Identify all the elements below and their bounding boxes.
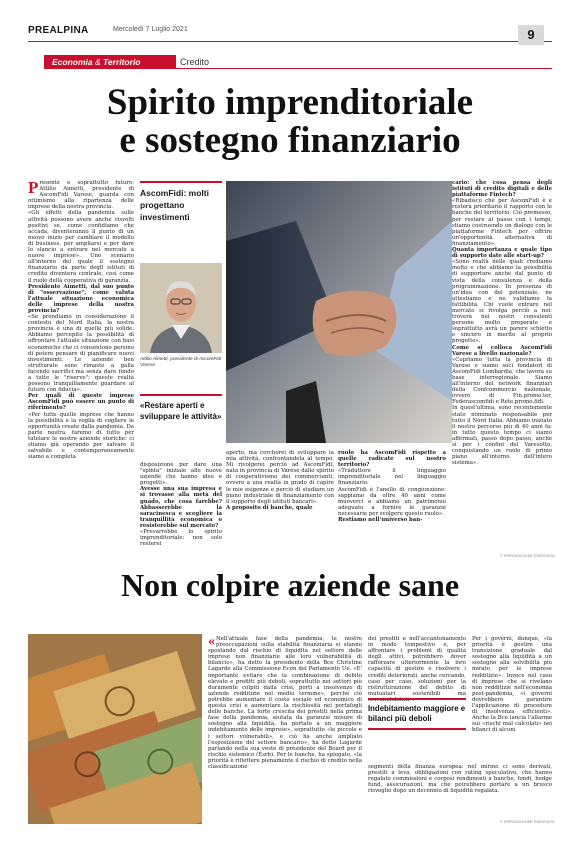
paragraph: cario: che cosa pensa degli istituti di credito digitali e delle piattaforme Fintech? [452, 180, 552, 199]
paragraph: Come si colloca AscomFidi Varese a livello nazionale? [452, 344, 552, 357]
paragraph: «Sono realtà nelle quali crediamo molto e che abbiamo la possibilità di supportare anche dal punto di vista della consulenza e della programmazione. In presenza di un'idea con del potenziale, ne attestiamo e ne validiamo la fattibilità. Chi vuole entrare nel mercato si rivolga perciò a noi: troverà nei nostri consulenti persone molto preparate e soprattutto avrà un parere schietto e sincero in merito al proprio progetto». [452, 259, 552, 345]
paragraph: «Se prendiamo in considerazione il contesto del Nord Italia, la nostra provincia è una di quelle più solide. Abbiamo percepito la possibilità di affrontare l'attuale situazione con basi economiche che ci consentono persino di potere pensare di pianificare nuovi investimenti. Le aziende ben strutturate sono rimaste a galla facendo sacrifici ma senza dare fondo a tutte le "riserve": queste realtà possono tranquillamente guardare al futuro con fiducia». [28, 314, 134, 394]
subsection-label: Credito [180, 57, 210, 67]
page-number: 9 [518, 25, 544, 45]
sidebar-title: AscomFidi: molti progettano investimenti [140, 181, 222, 223]
paragraph: A proposito di banche, quale [226, 504, 313, 511]
paragraph: disposizione per dare una "spinta" iniziale alle nuove aziende che hanno idee e progetti». [140, 462, 222, 487]
article1-column-4 [338, 450, 446, 562]
person-photo-icon [140, 263, 222, 353]
article2-column-3 [472, 636, 552, 756]
article1-column-3 [226, 450, 334, 562]
article1-column-1 [28, 180, 134, 560]
paragraph: aperto, ma cercherei di sviluppare la mia attività, confrontandola al tempo. Mi rivolgerei perciò ad AscomFidi, nata in provincia di Varese dallo spirito di cooperativismo dei commercianti, ovvero a una realtà in grado di capire le mie esigenze e perciò di studiare un piano industriale di finanziamento con il supporto degli istituti bancari». [226, 450, 334, 505]
paragraph: ruolo ha AscomFidi rispetto a quelle radicate sul nostro territorio? [338, 450, 446, 469]
article2-column-4 [368, 764, 552, 820]
handshake-icon [226, 181, 452, 443]
article2-headline: Non colpire aziende sane [120, 567, 460, 603]
handshake-photo [226, 181, 452, 443]
issue-date: Mercoledì 7 Luglio 2021 [113, 26, 188, 33]
paragraph: Per i governi, dunque, «la priorità è gestire una transizione graduale dal sostegno alla liquidità a un sostegno alla solvibilità più mirato per le imprese redditizie». Invece nel caso di imprese che si rivelano non redditizie nell'economia post-pandemia, «i governi dovrebbero garantire l'applicazione di procedure di insolvenza efficienti». Anche la Bce lancia l'allarme sui «rischi mal calcolati» nei bilanci di alcuni [472, 636, 552, 734]
paragraph: «Traduttore il linguaggio imprenditoriale nel linguaggio finanziario. [338, 468, 446, 487]
drop-cap: P [28, 178, 39, 197]
paragraph: Quanta importanza e quale tipo di supporto date alle start-up? [452, 247, 552, 260]
paragraph: Restiamo nell'universo ban- [338, 517, 423, 524]
paragraph: Presidente Aimetti, dal suo punto di "osservazione", come valuta l'attuale situazione economica delle imprese della nostra provincia? [28, 283, 134, 314]
paragraph: AscomFidi è l'anello di congiunzione: sappiamo da oltre 40 anni come muoverci e abbiamo un patrimonio adeguato a fornire le garanzie necessarie per svolgere questo ruolo». [338, 486, 446, 517]
paragraph: «Copriamo tutta la provincia di Varese e siamo soci fondatori di AscomFidi Lombardia, che lavora su base interregionale. Siamo all'interno del network finanziari della Confcommercio nazionale, ovvero di Fin.promo.ter, Federascomfidi e Rete.promo.fidi. [452, 356, 552, 406]
copyright-note-2: © RIPRODUZIONE RISERVATA [500, 820, 555, 824]
paragraph: segmenti della finanza europea: nel mirino ci sono derivati, prestiti a leva, obbligazioni con rating speculativo, che hanno regalato commissioni e corposi rendimenti a banche, fondi, hedge fund, assicurazioni, ma che potrebbero portare a un brusco risveglio dopo un decennio di liquidità regalata. [368, 764, 552, 795]
article1-column-5 [452, 180, 552, 560]
paragraph: Nell'attuale fase della pandemia, le nostre preoccupazioni sulla stabilità finanziaria si stanno spostando dal rischio di liquidità nel settore delle imprese non finanziarie alle loro vulnerabilità di bilancio», ha detto la presidente della Bce Christine Lagarde alla Commissione Econ del Parlamento Ue. «E' importante evitare che la combinazione di debito elevato e profitti più deboli, soprattutto nei settori più duramente colpiti dalla crisi, porti a insolvenze di aziende redditizie nel medio termine», perché ciò potrebbe aumentare il costo sociale ed economico di questa crisi e aumentare la rischiosità nei portafogli delle banche. La forte crescita dei prestiti nella prima fase della pandemia, aiutata da garanzie misure di sostegno alla liquidità, ha portato a un maggiore indebitamento delle imprese», soprattutto «le piccole e i settori vulnerabili», e ciò ha anche ampliato l'esposizione del settore bancario», ha detto Lagarde parlando nella sua veste di presidente del Board per il rischio sistemico (Esrb). Per le banche, ha spiegato, «la priorità è riflettere pienamente il rischio di credito nella classificazione [208, 636, 362, 770]
paragraph: dei prestiti e nell'accantonamento in modo tempestivo e, per affrontare i problemi di qualità degli attivi, potrebbero dover rafforzare ulteriormente la loro capacità di gestire e risolvere i crediti deteriorati, anche cercando, caso per caso, soluzioni per la ristrutturazione del debito di mutuatari sostenibili ma sovraindebitati». [368, 636, 466, 703]
paragraph: In quest'ultima, sono recentemente stato nominato responsabile per tutto il Nord Italia. Abbiamo iniziato il nostro percorso più di 40 anni fa: in tutto questo tempo ci siamo affermati, passo dopo passo, anche sì per i confini del Varesotto, conquistando un ruolo di primo piano all'interno dell'intero sistema». [452, 405, 552, 467]
opening-quote-mark: « [208, 634, 215, 649]
banknotes-photo [28, 634, 202, 824]
paragraph: resente e soprattutto futuro: Attilio Aimetti, presidente di AscomFidi Varese, guarda con ottimismo alla ripartenza delle imprese della nostra provincia. [28, 180, 134, 211]
masthead [28, 24, 552, 42]
copyright-note: © RIPRODUZIONE RISERVATA [500, 554, 555, 558]
section-label: Economia & Territorio [44, 55, 176, 69]
person-photo [140, 263, 222, 353]
paragraph: Per quali di queste imprese AscomFidi può essere un punto di riferimento? [28, 393, 134, 412]
paragraph: «Gli effetti della pandemia sulle attività possono avere anche risvolti positivi se, come confidiamo che accada, diventeranno il punto di un nuovo inizio per cambiare il modello di business, per ampliarsi e per dare lo slancio a entrare nel mercato a nuove imprese». Uno scenario all'interno del quale il sostegno finanziario da parte degli istituti di credito diventerà centrale, così come il ruolo della cooperativa di garanzia. [28, 210, 134, 284]
article1-column-2 [140, 462, 222, 562]
article2-column-2 [368, 636, 466, 703]
article2-pull-quote: Indebitamento maggiore e bilanci più deboli [368, 698, 466, 730]
banknotes-icon [28, 634, 202, 824]
sidebar-box [140, 181, 222, 223]
article1-headline: Spirito imprenditoriale e sostegno finanziario [106, 82, 474, 161]
photo-caption: Attilio Aimetti, presidente di AscomFidi Varese [140, 357, 222, 368]
paragraph: Avesse una sua impresa e si trovasse alla metà del guado, che cosa farebbe? Abbasserebbe la saracinesca e scegliere la tranquillità economica o resisterebbe sul mercato? [140, 486, 222, 529]
pull-quote: «Restare aperti e sviluppare le attività» [140, 394, 222, 422]
section-divider [176, 68, 552, 69]
brand-logo: PREALPINA [28, 25, 89, 36]
article2-column-1 [208, 636, 362, 826]
paragraph: «Ribadisco che per AscomFidi è e resterà prioritario il rapporto con le banche del territorio. Ciò premesso, per restare al passo con i tempi, stiamo costruendo un dialogo con le piattaforme Fintech per offrire un'opportunità alternativa di finanziamento». [452, 198, 552, 247]
paragraph: «Prevarrebbe lo spirito imprenditoriale: non solo resterei [140, 529, 222, 548]
paragraph: «Per tutte quelle imprese che hanno la possibilità e la voglia di cogliere le opportunità create dalla pandemia. Da parte nostra, faremo di tutto per tutelare le nostre aziende storiche: ci stiamo già operando per salvare il salvabile e contemporaneamente siamo a completa [28, 411, 134, 461]
